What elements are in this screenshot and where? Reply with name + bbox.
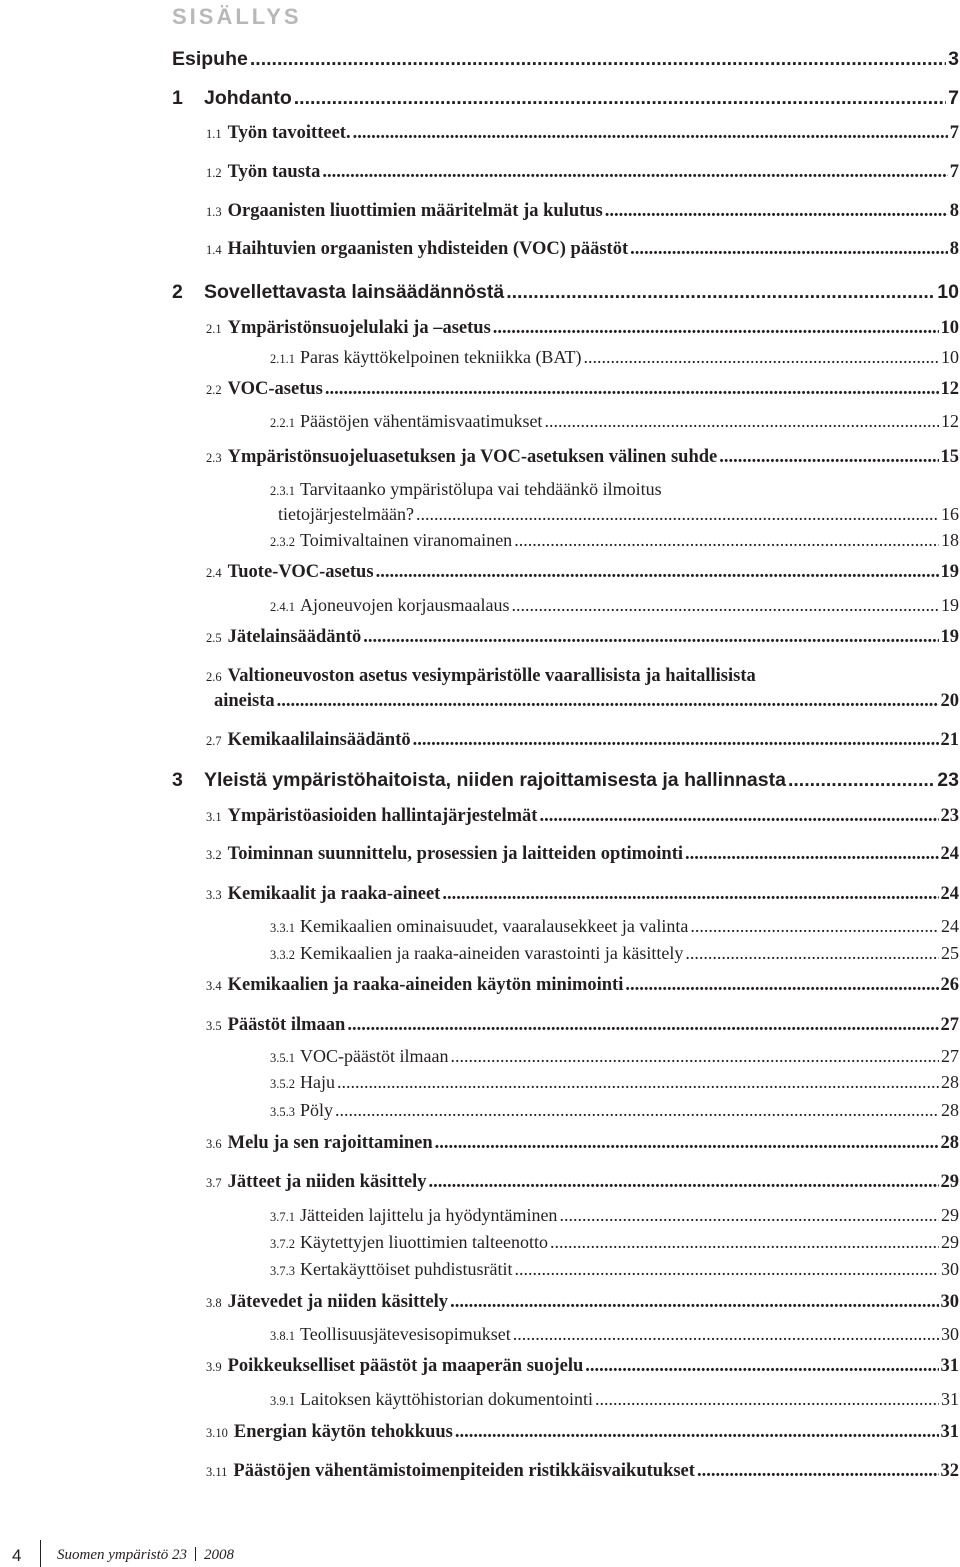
toc-section — [206, 240, 959, 259]
toc-entry-number: 1 — [172, 87, 183, 109]
toc-entry-title: Melu ja sen rajoittaminen — [227, 1133, 433, 1153]
toc-leader-dots — [450, 1047, 939, 1065]
toc-page-number: 23 — [940, 806, 959, 826]
toc-entry-title: Jätevedet ja niiden käsittely — [227, 1292, 449, 1312]
toc-leader-dots — [435, 1134, 939, 1153]
toc-section — [206, 807, 959, 826]
toc-page-number: 19 — [940, 627, 959, 647]
toc-entry-number: 3.1 — [206, 810, 222, 824]
footer-publication — [57, 1547, 234, 1564]
toc-page-number: 18 — [941, 530, 959, 550]
toc-subsection — [270, 944, 959, 962]
toc-page-number: 7 — [948, 87, 959, 109]
toc-page-number: 10 — [937, 281, 959, 303]
toc-entry-title: Työn tausta — [227, 162, 321, 182]
toc-leader-dots — [513, 1325, 939, 1343]
toc-page-number: 30 — [940, 1292, 959, 1312]
toc-leader-dots — [625, 976, 938, 995]
toc-entry-title: Tarvitaanko ympäristölupa vai tehdäänkö ilmoitus — [300, 479, 662, 499]
toc-entry-title: Sovellettavasta lainsäädännöstä — [204, 281, 505, 303]
toc-page-number: 12 — [940, 379, 959, 399]
toc-page-number: 10 — [941, 347, 959, 367]
toc-page-number: 31 — [940, 1422, 959, 1442]
toc-entry-number: 1.3 — [206, 205, 222, 219]
toc-entry-title: Ympäristöasioiden hallintajärjestelmät — [227, 806, 538, 826]
toc-entry-number: 2.2.1 — [270, 416, 295, 430]
toc-section — [206, 124, 959, 143]
toc-leader-dots — [493, 319, 939, 338]
toc-entry-number: 3.9 — [206, 1360, 222, 1374]
toc-entry-title: Yleistä ympäristöhaitoista, niiden rajoittamisesta ja hallinnasta — [204, 769, 786, 791]
toc-entry-number: 3.11 — [206, 1465, 228, 1479]
toc-leader-dots — [428, 1173, 938, 1192]
toc-entry-title: Energian käytön tehokkuus — [233, 1422, 453, 1442]
toc-section — [206, 202, 959, 221]
toc-leader-dots — [413, 731, 939, 750]
toc-entry-number: 2.7 — [206, 734, 222, 748]
toc-leader-dots — [325, 380, 939, 399]
toc-entry-title: Poikkeukselliset päästöt ja maaperän suojelu — [227, 1356, 584, 1376]
toc-entry-title-line — [270, 480, 662, 498]
toc-page-number: 31 — [940, 1356, 959, 1376]
toc-entry-number: 2.4 — [206, 566, 222, 580]
toc-page-number: 19 — [941, 595, 959, 615]
toc-subsection — [270, 348, 959, 366]
toc-entry-number: 3.10 — [206, 1426, 228, 1440]
footer-separator — [195, 1547, 196, 1561]
toc-leader-dots — [277, 692, 939, 711]
toc-chapter — [172, 50, 959, 70]
toc-page-number: 27 — [941, 1046, 959, 1066]
toc-entry-number: 1.1 — [206, 127, 222, 141]
toc-section — [206, 1016, 959, 1035]
toc-section — [206, 731, 959, 750]
toc-page-number: 7 — [949, 162, 959, 182]
toc-entry-number: 3.5.2 — [270, 1077, 295, 1091]
toc-page-number: 24 — [940, 884, 959, 904]
toc-entry-number: 2.3.2 — [270, 535, 295, 549]
toc-section — [206, 1423, 959, 1442]
toc-page-number: 8 — [949, 239, 959, 259]
toc-entry-number: 2.3.1 — [270, 484, 295, 498]
toc-entry-title: VOC-asetus — [227, 379, 323, 399]
toc-section — [206, 845, 959, 864]
toc-page-number: 19 — [940, 562, 959, 582]
toc-leader-dots — [511, 596, 939, 614]
toc-leader-dots — [514, 531, 939, 549]
toc-entry-number: 3.2 — [206, 848, 222, 862]
toc-section — [206, 1462, 959, 1481]
toc-entry-title: Kemikaalit ja raaka-aineet — [227, 884, 441, 904]
toc-section — [206, 1357, 959, 1376]
toc-page-number: 12 — [941, 411, 959, 431]
toc-entry-number: 3.3.2 — [270, 948, 295, 962]
toc-leader-dots — [442, 885, 938, 904]
toc-entry-title: Päästöt ilmaan — [227, 1015, 346, 1035]
toc-entry-title: Kemikaalien ja raaka-aineiden käytön minimointi — [227, 975, 624, 995]
toc-page-number: 7 — [949, 123, 959, 143]
toc-page-number: 32 — [940, 1461, 959, 1481]
toc-entry-number: 2.5 — [206, 631, 222, 645]
toc-entry-title: Ympäristönsuojelulaki ja –asetus — [227, 318, 491, 338]
toc-entry-number: 3.5.3 — [270, 1105, 295, 1119]
toc-subsection — [270, 531, 959, 549]
toc-subsection — [270, 1325, 959, 1343]
toc-heading: SISÄLLYS — [172, 4, 302, 29]
toc-subsection — [270, 1390, 959, 1408]
toc-entry-title: Käytettyjen liuottimien talteenotto — [300, 1232, 548, 1252]
toc-section — [206, 448, 959, 467]
toc-entry-title: Ajoneuvojen korjausmaalaus — [300, 595, 510, 615]
toc-entry-title: Teollisuusjätevesisopimukset — [300, 1324, 511, 1344]
footer-publication-title: Suomen ympäristö 23 — [57, 1547, 187, 1563]
toc-chapter — [172, 771, 959, 791]
toc-section — [206, 628, 959, 647]
toc-entry-number: 2.2 — [206, 383, 222, 397]
toc-subsection — [270, 1101, 959, 1119]
toc-leader-dots — [697, 1462, 939, 1481]
toc-entry-number: 3.9.1 — [270, 1394, 295, 1408]
toc-entry-number: 2 — [172, 281, 183, 303]
toc-page-number: 29 — [941, 1205, 959, 1225]
toc-page-number: 24 — [941, 916, 959, 936]
toc-entry-title: Laitoksen käyttöhistorian dokumentointi — [300, 1389, 593, 1409]
toc-entry-title: Päästöjen vähentämistoimenpiteiden ristikkäisvaikutukset — [233, 1461, 695, 1481]
toc-entry-title: Toiminnan suunnittelu, prosessien ja laitteiden optimointi — [227, 844, 684, 864]
toc-leader-dots — [605, 202, 948, 221]
toc-entry-number: 2.6 — [206, 670, 222, 684]
toc-page-number: 30 — [941, 1324, 959, 1344]
toc-leader-dots — [630, 240, 948, 259]
toc-entry-number: 3.8.1 — [270, 1329, 295, 1343]
toc-entry-number: 3.8 — [206, 1296, 222, 1310]
toc-leader-dots — [335, 1101, 939, 1119]
toc-entry-title: Valtioneuvoston asetus vesiympäristölle vaarallisista ja haitallisista — [227, 666, 756, 686]
toc-entry-title: Jätteiden lajittelu ja hyödyntäminen — [300, 1205, 558, 1225]
toc-leader-dots — [514, 1260, 939, 1278]
toc-entry-title: Pöly — [300, 1100, 334, 1120]
toc-page-number: 3 — [948, 48, 959, 70]
toc-entry-title: Ympäristönsuojeluasetuksen ja VOC-asetuksen välinen suhde — [227, 447, 718, 467]
toc-page-number: 21 — [940, 730, 959, 750]
toc-leader-dots — [337, 1073, 939, 1091]
toc-entry-title: Tuote-VOC-asetus — [227, 562, 374, 582]
toc-leader-dots — [376, 563, 939, 582]
toc-page-number: 28 — [941, 1100, 959, 1120]
toc-section — [206, 1173, 959, 1192]
toc-entry-number: 2.3 — [206, 451, 222, 465]
toc-page-number: 25 — [941, 943, 959, 963]
toc-entry-title: Paras käyttökelpoinen tekniikka (BAT) — [300, 347, 582, 367]
toc-section — [206, 1293, 959, 1312]
toc-entry-number: 3.7.2 — [270, 1237, 295, 1251]
toc-entry-number: 1.4 — [206, 243, 222, 257]
toc-leader-dots — [250, 50, 946, 70]
toc-entry-number: 2.1 — [206, 322, 222, 336]
toc-leader-dots — [585, 1357, 938, 1376]
toc-page-number: 15 — [940, 447, 959, 467]
toc-page-number: 26 — [940, 975, 959, 995]
toc-page-number: 28 — [940, 1133, 959, 1153]
toc-leader-dots — [544, 412, 939, 430]
toc-entry-title-continued: tietojärjestelmään? — [278, 504, 414, 524]
toc-entry-title: Jätteet ja niiden käsittely — [227, 1172, 427, 1192]
toc-leader-dots — [322, 163, 947, 182]
toc-page-number: 10 — [940, 318, 959, 338]
toc-entry-title: Työn tavoitteet. — [227, 123, 351, 143]
toc-leader-dots — [685, 845, 938, 864]
toc-section — [206, 976, 959, 995]
toc-page-number: 31 — [941, 1389, 959, 1409]
toc-entry-title-line — [206, 667, 756, 686]
toc-subsection — [270, 596, 959, 614]
toc-leader-dots — [294, 89, 946, 109]
toc-page-number: 24 — [940, 844, 959, 864]
toc-section — [206, 563, 959, 582]
toc-entry-title: Kemikaalilainsäädäntö — [227, 730, 411, 750]
toc-leader-dots — [583, 348, 939, 366]
toc-leader-dots — [690, 917, 939, 935]
toc-subsection — [270, 1260, 959, 1278]
toc-entry-number: 3.7.1 — [270, 1210, 295, 1224]
toc-leader-dots — [539, 807, 938, 826]
toc-page-number: 29 — [941, 1232, 959, 1252]
toc-entry-number: 3.3.1 — [270, 921, 295, 935]
toc-leader-dots — [788, 771, 935, 791]
toc-entry-title-continued: aineista — [214, 691, 275, 711]
toc-entry-number: 1.2 — [206, 166, 222, 180]
toc-subsection — [270, 1233, 959, 1251]
toc-section — [206, 380, 959, 399]
toc-leader-dots — [353, 124, 948, 143]
toc-entry-number: 3.6 — [206, 1137, 222, 1151]
toc-entry-title: Kertakäyttöiset puhdistusrätit — [300, 1259, 513, 1279]
toc-section — [214, 692, 959, 711]
footer-year: 2008 — [204, 1547, 234, 1563]
toc-entry-number: 3.5 — [206, 1019, 222, 1033]
toc-leader-dots — [506, 283, 935, 303]
toc-leader-dots — [363, 628, 938, 647]
toc-entry-title: Kemikaalien ominaisuudet, vaaralausekkeet ja valinta — [300, 916, 689, 936]
toc-page-number: 29 — [940, 1172, 959, 1192]
toc-leader-dots — [347, 1016, 938, 1035]
toc-entry-number: 2.4.1 — [270, 600, 295, 614]
toc-entry-title: Haihtuvien orgaanisten yhdisteiden (VOC) päästöt — [227, 239, 629, 259]
toc-subsection — [278, 505, 959, 523]
toc-entry-title: Jätelainsäädäntö — [227, 627, 362, 647]
toc-chapter — [172, 283, 959, 303]
footer-page-number: 4 — [12, 1546, 22, 1565]
toc-page-number: 8 — [949, 201, 959, 221]
toc-page-number: 20 — [940, 691, 959, 711]
toc-section — [206, 319, 959, 338]
toc-leader-dots — [455, 1423, 939, 1442]
toc-entry-number: 3.4 — [206, 979, 222, 993]
toc-section — [206, 885, 959, 904]
toc-subsection — [270, 412, 959, 430]
toc-leader-dots — [450, 1293, 938, 1312]
toc-entry-number: 3 — [172, 769, 183, 791]
toc-entry-title: Esipuhe — [172, 48, 248, 70]
toc-page-number: 30 — [941, 1259, 959, 1279]
toc-entry-number: 3.5.1 — [270, 1051, 295, 1065]
toc-entry-number: 2.1.1 — [270, 352, 295, 366]
toc-leader-dots — [595, 1390, 939, 1408]
toc-entry-title: VOC-päästöt ilmaan — [300, 1046, 449, 1066]
toc-entry-number: 3.7.3 — [270, 1264, 295, 1278]
toc-entry-title: Kemikaalien ja raaka-aineiden varastointi ja käsittely — [300, 943, 684, 963]
toc-leader-dots — [550, 1233, 939, 1251]
footer-divider — [40, 1540, 41, 1567]
toc-page-number: 27 — [940, 1015, 959, 1035]
toc-section — [206, 1134, 959, 1153]
toc-leader-dots — [559, 1206, 939, 1224]
toc-entry-title: Toimivaltainen viranomainen — [300, 530, 513, 550]
toc-subsection — [270, 917, 959, 935]
toc-subsection — [270, 1047, 959, 1065]
toc-entry-title: Haju — [300, 1072, 335, 1092]
toc-subsection — [270, 1206, 959, 1224]
toc-page-number: 23 — [937, 769, 959, 791]
toc-entry-title: Johdanto — [204, 87, 292, 109]
toc-subsection — [270, 1073, 959, 1091]
toc-entry-title: Päästöjen vähentämisvaatimukset — [300, 411, 543, 431]
toc-entry-title: Orgaanisten liuottimien määritelmät ja kulutus — [227, 201, 603, 221]
toc-page-number: 16 — [941, 504, 959, 524]
toc-entry-number: 3.3 — [206, 888, 222, 902]
toc-leader-dots — [685, 944, 939, 962]
toc-section — [206, 163, 959, 182]
toc-entry-number: 3.7 — [206, 1176, 222, 1190]
toc-leader-dots — [719, 448, 938, 467]
toc-leader-dots — [416, 505, 939, 523]
toc-chapter — [172, 89, 959, 109]
toc-page-number: 28 — [941, 1072, 959, 1092]
